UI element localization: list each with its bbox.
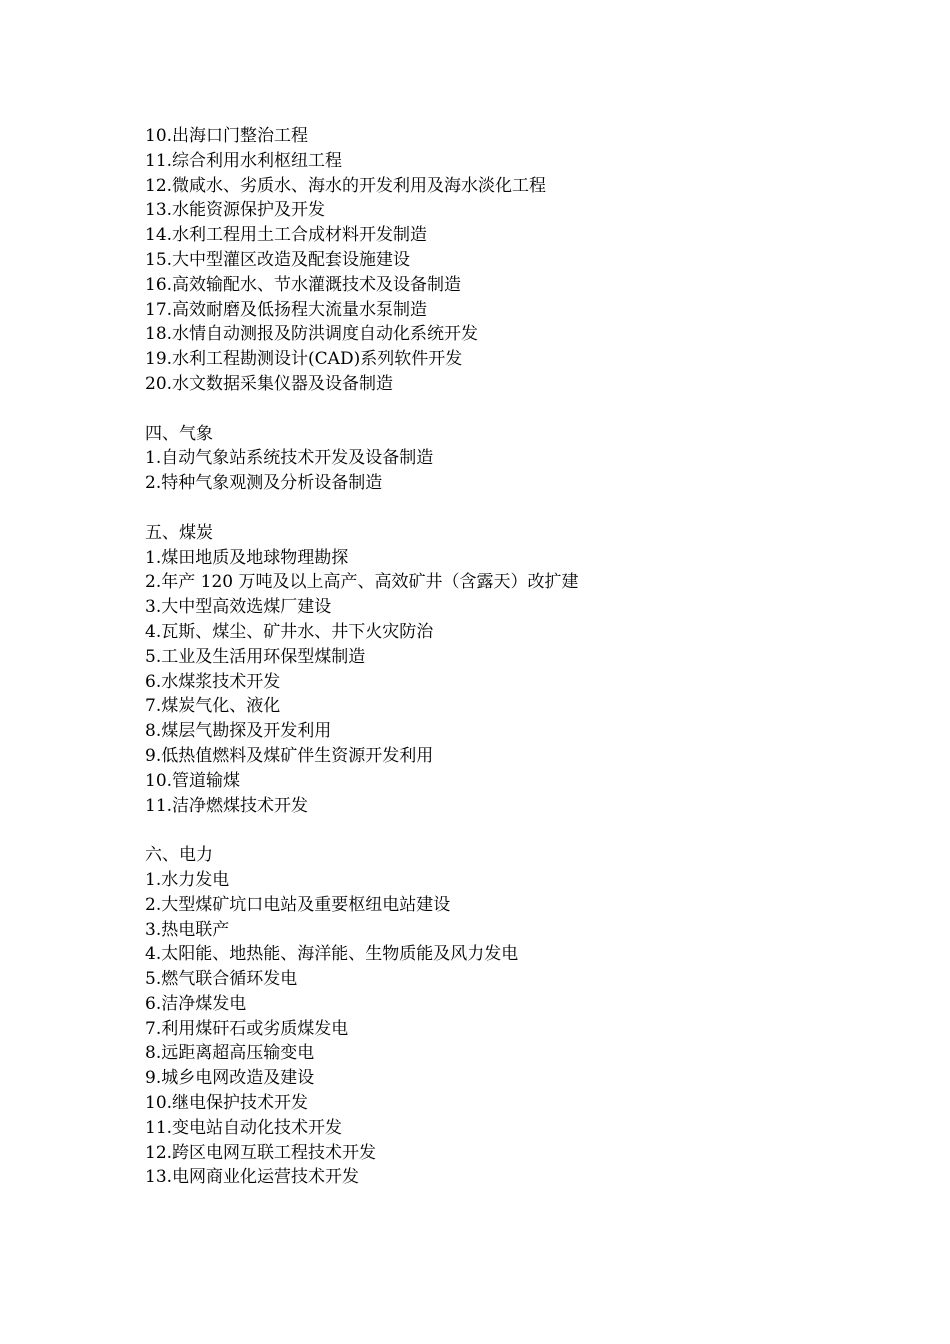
section-heading: 五、煤炭 — [145, 522, 213, 543]
list-item: 11.综合利用水利枢纽工程 — [145, 150, 343, 171]
section-water-conservancy — [145, 124, 905, 397]
list-item: 8.远距离超高压输变电 — [145, 1043, 315, 1064]
list-item: 3.大中型高效选煤厂建设 — [145, 597, 332, 618]
list-item: 1.自动气象站系统技术开发及设备制造 — [145, 448, 434, 469]
list-item: 19.水利工程勘测设计(CAD)系列软件开发 — [145, 349, 463, 370]
list-item: 9.低热值燃料及煤矿伴生资源开发利用 — [145, 745, 434, 766]
list-item: 14.水利工程用土工合成材料开发制造 — [145, 225, 428, 246]
list-item: 11.变电站自动化技术开发 — [145, 1117, 343, 1138]
section-coal — [145, 521, 905, 819]
list-item: 12.跨区电网互联工程技术开发 — [145, 1142, 377, 1163]
section-meteorology — [145, 422, 905, 496]
list-item: 18.水情自动测报及防洪调度自动化系统开发 — [145, 324, 479, 345]
list-item: 4.太阳能、地热能、海洋能、生物质能及风力发电 — [145, 944, 519, 965]
list-item: 20.水文数据采集仪器及设备制造 — [145, 373, 394, 394]
document-page — [145, 124, 905, 1190]
list-item: 2.大型煤矿坑口电站及重要枢纽电站建设 — [145, 894, 451, 915]
list-item: 2.特种气象观测及分析设备制造 — [145, 473, 383, 494]
section-heading: 六、电力 — [145, 845, 213, 866]
list-item: 10.管道输煤 — [145, 770, 241, 791]
list-item: 6.水煤浆技术开发 — [145, 671, 281, 692]
list-item: 7.利用煤矸石或劣质煤发电 — [145, 1018, 349, 1039]
list-item: 16.高效输配水、节水灌溉技术及设备制造 — [145, 274, 462, 295]
list-item: 10.出海口门整治工程 — [145, 126, 309, 146]
list-item: 6.洁净煤发电 — [145, 993, 247, 1014]
list-item: 1.煤田地质及地球物理勘探 — [145, 547, 349, 568]
section-heading: 四、气象 — [145, 423, 213, 444]
list-item: 7.煤炭气化、液化 — [145, 696, 281, 717]
list-item: 17.高效耐磨及低扬程大流量水泵制造 — [145, 299, 428, 320]
list-item: 15.大中型灌区改造及配套设施建设 — [145, 249, 411, 270]
list-item: 3.热电联产 — [145, 919, 230, 940]
list-item: 2.年产 120 万吨及以上高产、高效矿井（含露天）改扩建 — [145, 572, 579, 593]
list-item: 5.工业及生活用环保型煤制造 — [145, 646, 366, 667]
list-item: 10.继电保护技术开发 — [145, 1093, 309, 1114]
list-item: 13.水能资源保护及开发 — [145, 200, 326, 221]
list-item: 11.洁净燃煤技术开发 — [145, 795, 309, 816]
list-item: 4.瓦斯、煤尘、矿井水、井下火灾防治 — [145, 621, 434, 642]
list-item: 1.水力发电 — [145, 869, 230, 890]
list-item: 13.电网商业化运营技术开发 — [145, 1167, 360, 1188]
section-electric-power — [145, 843, 905, 1190]
list-item: 9.城乡电网改造及建设 — [145, 1068, 315, 1089]
list-item: 5.燃气联合循环发电 — [145, 969, 298, 990]
list-item: 12.微咸水、劣质水、海水的开发利用及海水淡化工程 — [145, 175, 547, 196]
list-item: 8.煤层气勘探及开发利用 — [145, 721, 332, 742]
